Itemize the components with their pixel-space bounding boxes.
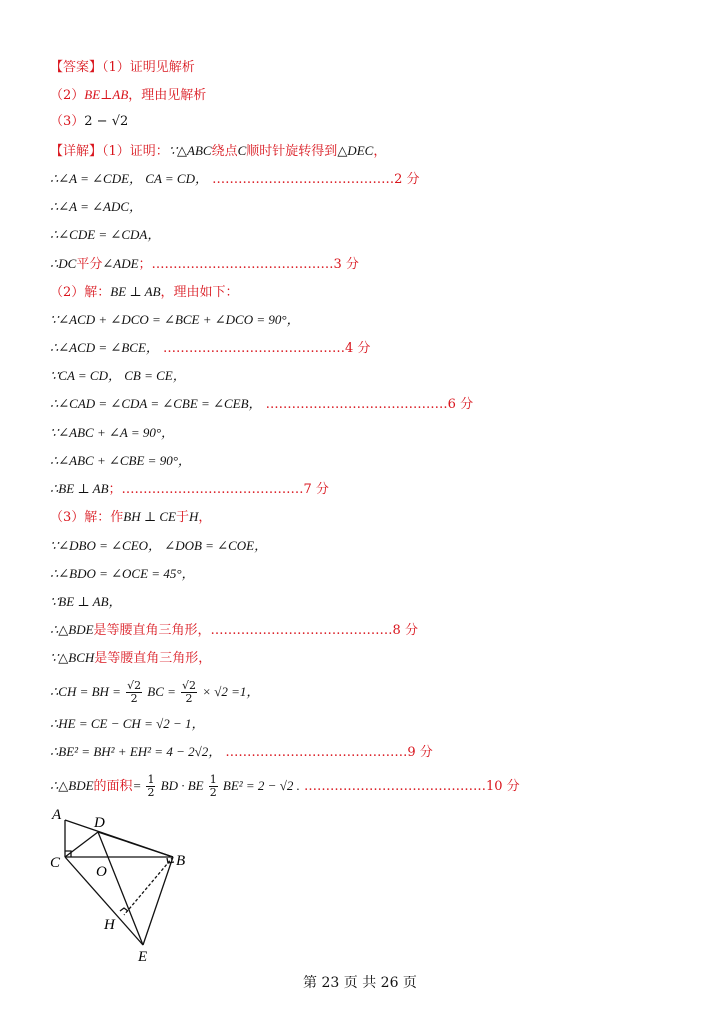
solution-line	[50, 83, 206, 107]
label-A: A	[52, 807, 62, 823]
line-fragment: 2 − √2	[84, 114, 129, 129]
line-fragment: 是等腰直角三角形，……………………………………8 分	[93, 623, 418, 638]
line-fragment: ……………………………………2 分	[208, 172, 420, 187]
solution-line	[50, 195, 142, 219]
line-fragment: ∴BE ⊥ AB	[50, 481, 109, 496]
line-fragment: 绕点	[211, 144, 238, 159]
solution-line	[50, 308, 300, 332]
label-C: C	[50, 855, 61, 871]
line-fragment: ∴∠A = ∠ADC，	[50, 199, 143, 214]
segment-BH	[124, 857, 173, 915]
geometry-figure	[40, 805, 200, 965]
line-fragment: 【答案】（1）证明见解析	[50, 60, 195, 75]
solution-line	[50, 449, 191, 473]
segment-DB	[98, 832, 173, 857]
line-fragment: BE⊥AB	[84, 87, 129, 102]
fraction: $\frac{1}{2}$	[209, 773, 217, 799]
solution-line	[50, 618, 418, 642]
line-fragment: ，理由见解析	[128, 88, 207, 103]
label-H: H	[104, 917, 115, 933]
line-fragment: ∠ADE	[102, 256, 139, 271]
solution-line	[50, 562, 195, 586]
solution-line	[50, 421, 174, 445]
line-fragment: ∴△BDE	[50, 622, 94, 637]
line-fragment: ∴∠CDE = ∠CDA，	[50, 227, 161, 242]
line-fragment: ∴∠ACD = ∠BCE，	[50, 340, 159, 355]
solution-line	[50, 252, 359, 276]
line-fragment: C	[237, 143, 247, 158]
solution-line	[50, 167, 420, 191]
line-fragment: ∴∠ABC + ∠CBE = 90°，	[50, 453, 191, 468]
line-fragment: BE ⊥ AB	[110, 284, 161, 299]
line-fragment: ∵∠DBO = ∠CEO， ∠DOB = ∠COE，	[50, 538, 268, 553]
line-fragment: ∴∠BDO = ∠OCE = 45°，	[50, 566, 195, 581]
line-fragment: （3）	[50, 114, 85, 129]
solution-line	[50, 280, 239, 304]
line-fragment: H	[188, 509, 199, 524]
page-footer: 第 23 页 共 26 页	[303, 975, 417, 991]
line-fragment: ……………………………………6 分	[261, 397, 474, 412]
solution-line	[50, 56, 195, 80]
line-fragment: ∵∠ACD + ∠DCO = ∠BCE + ∠DCO = 90°，	[50, 312, 300, 327]
eq-ch-bh: ∴CH = BH = $\frac{√2}{2}$ BC = $\frac{√2}{2}$ × √2 =1，	[50, 679, 260, 705]
line-fragment: 于	[175, 510, 189, 525]
solution-line	[50, 646, 211, 670]
fraction: $\frac{√2}{2}$	[182, 679, 197, 705]
line-fragment: 顺时针旋转得到	[246, 144, 338, 159]
line-fragment: ∴∠CAD = ∠CDA = ∠CBE = ∠CEB，	[50, 396, 262, 411]
right-angle-H	[120, 908, 128, 911]
line-fragment: 是等腰直角三角形，	[94, 651, 212, 666]
label-E: E	[138, 949, 148, 965]
line-fragment: △DEC	[337, 143, 374, 158]
line-fragment: ∴HE = CE − CH = √2 − 1，	[50, 716, 205, 731]
line-fragment: 【详解】（1）证明：	[50, 144, 169, 159]
fraction: $\frac{1}{2}$	[147, 773, 155, 799]
solution-line	[50, 505, 211, 529]
solution-line	[50, 364, 186, 388]
line-fragment: （3）解：作	[50, 510, 124, 525]
line-fragment: ，	[198, 510, 212, 525]
line-fragment: ∵△ABC	[168, 143, 212, 158]
line-fragment: ∴BE² = BH² + EH² = 4 − 2√2，	[50, 744, 222, 759]
solution-line	[50, 110, 128, 134]
segment-BE	[143, 857, 173, 945]
line-fragment: ；……………………………………3 分	[138, 257, 359, 272]
line-fragment: ∴DC	[50, 256, 77, 271]
eq-area: ∴△BDE的面积= $\frac{1}{2}$ BD · BE $\frac{1}{2}$ BE² = 2 − √2 . ……………………………………10 分	[50, 773, 520, 799]
line-fragment: ∴∠A = ∠CDE， CA = CD，	[50, 171, 208, 186]
solution-line	[50, 223, 160, 247]
line-fragment: ……………………………………9 分	[221, 745, 433, 760]
line-fragment: ∵∠ABC + ∠A = 90°，	[50, 425, 175, 440]
solution-line	[50, 590, 122, 614]
line-fragment: ，理由如下：	[160, 285, 239, 300]
line-fragment: ∵△BCH	[50, 650, 95, 665]
line-fragment: BH ⊥ CE	[123, 509, 176, 524]
segment-CD	[65, 832, 98, 857]
label-D: D	[94, 815, 105, 831]
line-fragment: ……………………………………4 分	[158, 341, 371, 356]
line-fragment: ∵BE ⊥ AB，	[50, 594, 122, 609]
line-fragment: ∵CA = CD， CB = CE，	[50, 368, 186, 383]
line-fragment: （2）	[50, 88, 85, 103]
label-O: O	[96, 864, 107, 880]
solution-line	[50, 534, 267, 558]
line-fragment: ，	[373, 144, 387, 159]
label-B: B	[176, 853, 186, 869]
solution-line	[50, 477, 329, 501]
solution-line	[50, 740, 433, 764]
fraction: $\frac{√2}{2}$	[127, 679, 142, 705]
line-fragment: （2）解：	[50, 285, 111, 300]
line-fragment: 平分	[76, 257, 103, 272]
solution-line	[50, 712, 205, 736]
solution-line	[50, 336, 370, 360]
line-fragment: ；……………………………………7 分	[108, 482, 329, 497]
solution-line	[50, 392, 473, 416]
solution-line	[50, 139, 386, 163]
